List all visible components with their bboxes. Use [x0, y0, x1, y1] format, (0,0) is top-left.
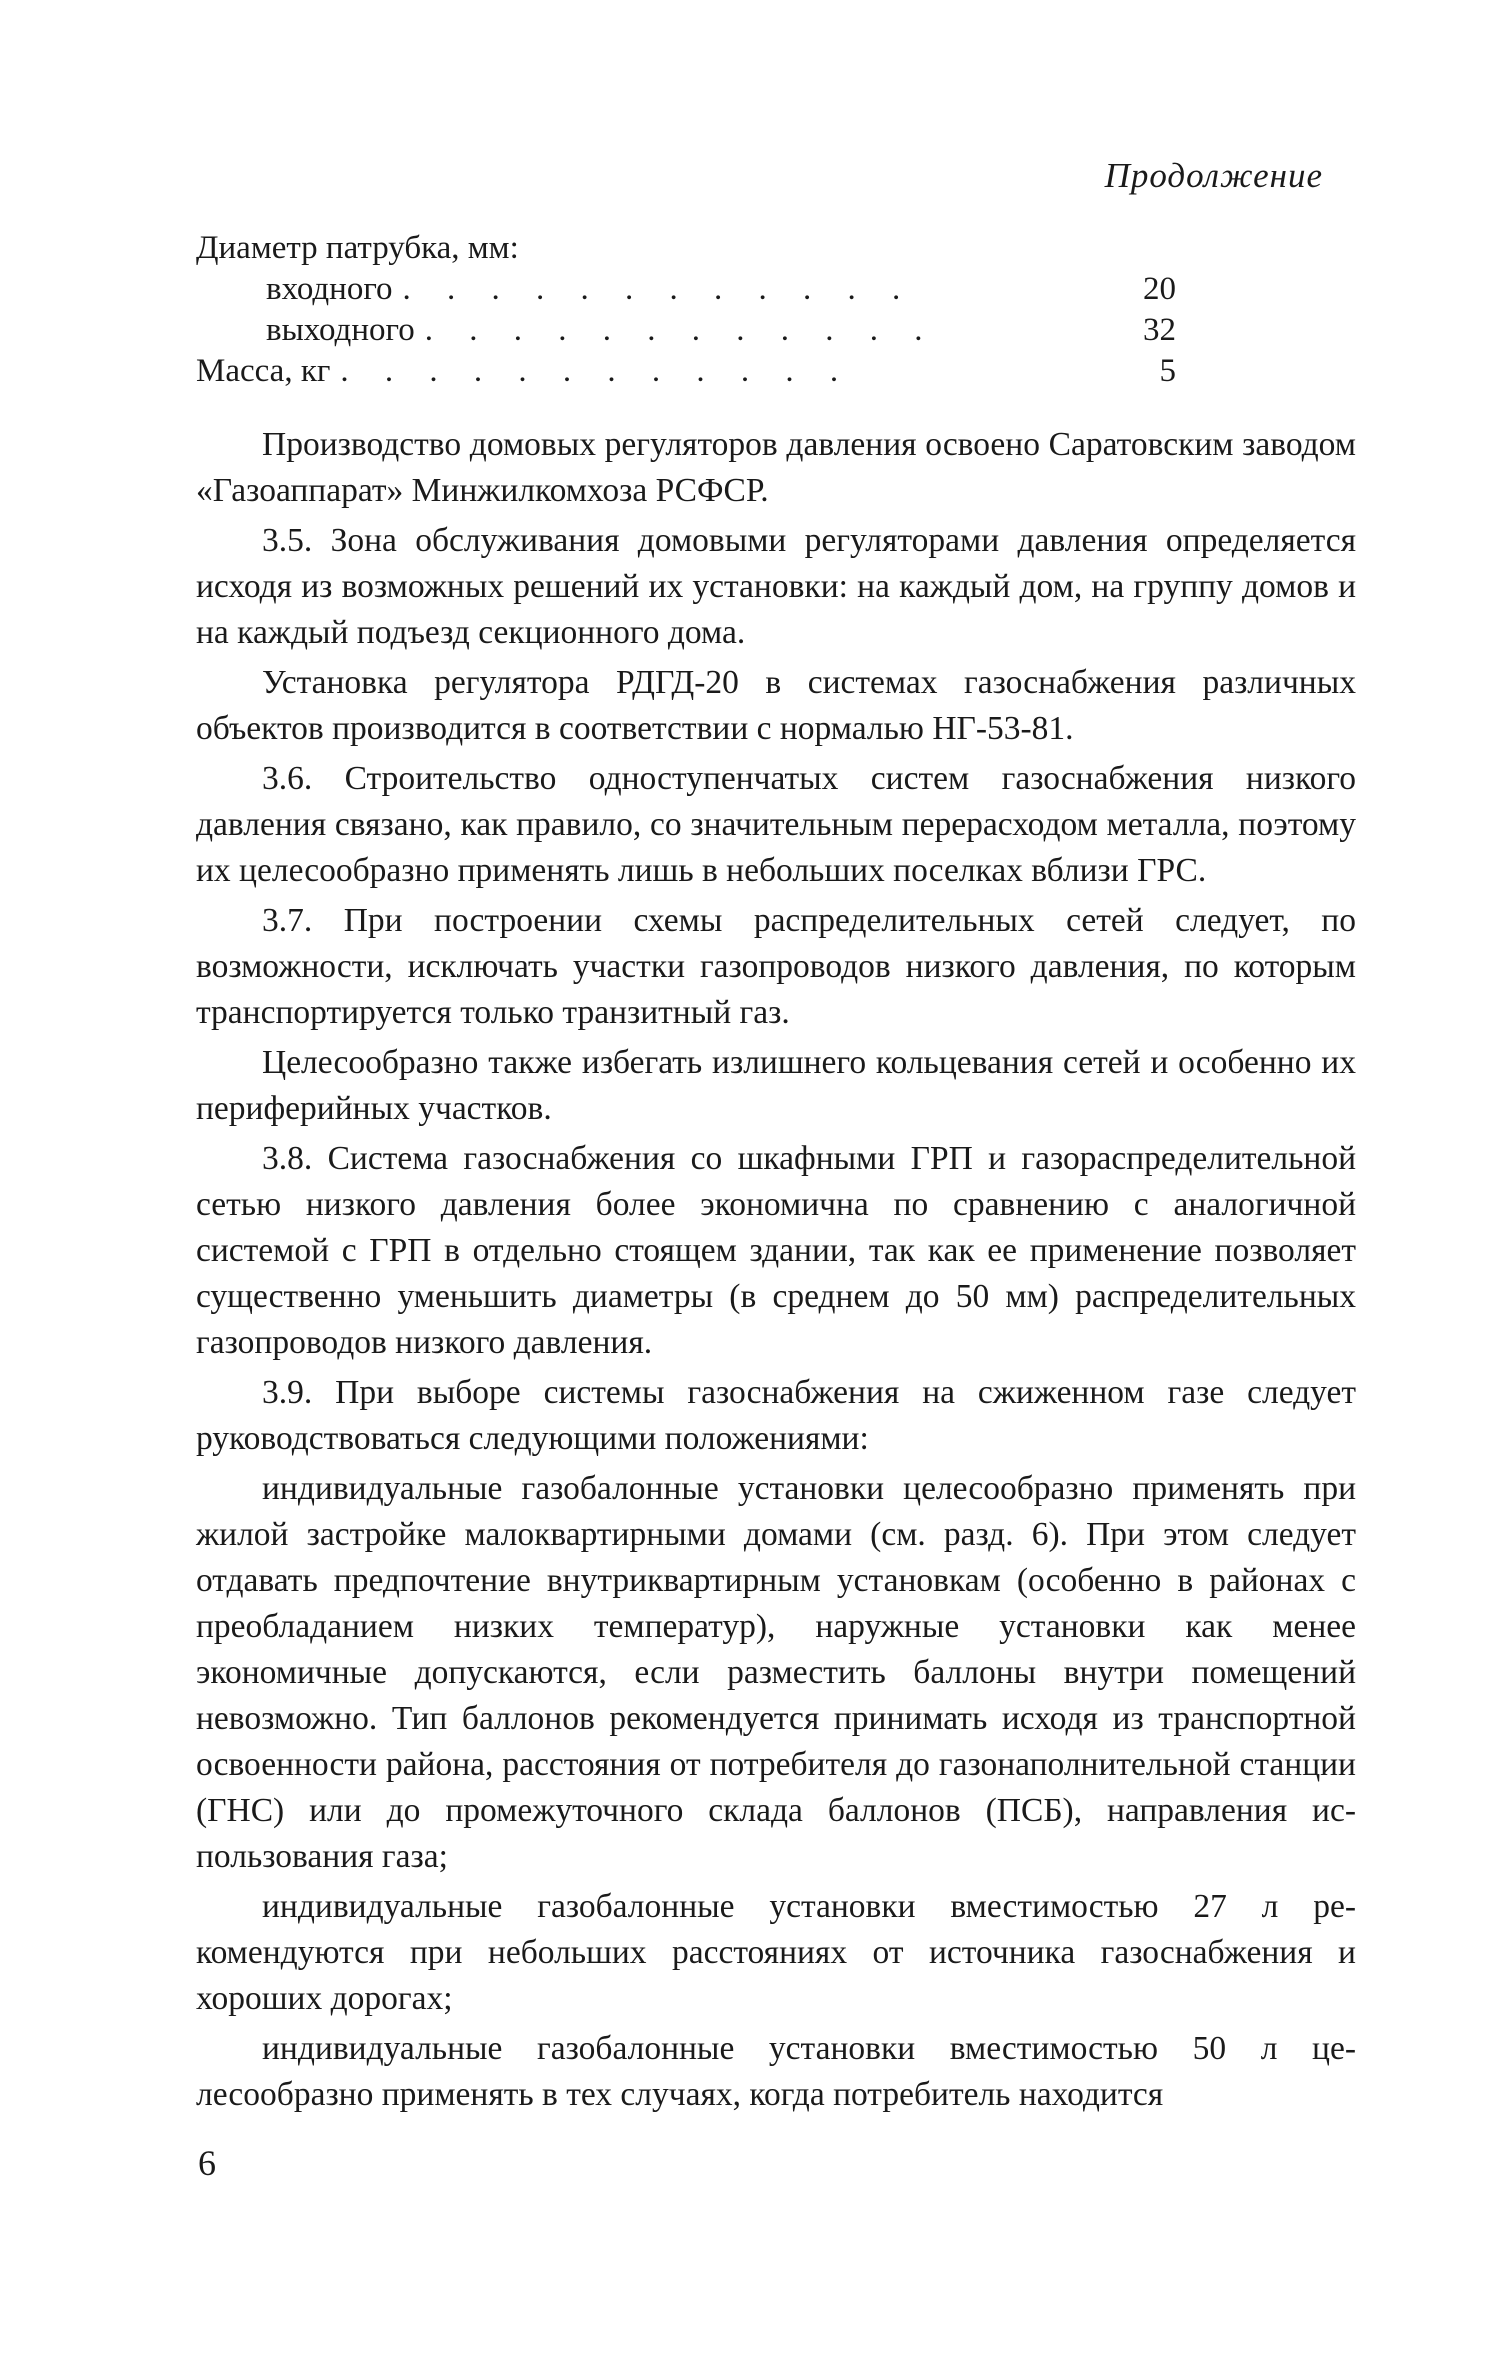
paragraph: Целесообразно также избегать излишнего кольцевания сетей и особенно их периферийных участков. [196, 1044, 1356, 1127]
leader-dots: . . . . . . . . . . . . [340, 353, 853, 389]
continuation-label: Продолжение [1104, 156, 1323, 195]
paragraph: 3.8. Система газоснабжения со шкафными ГРП и газораспределительной сетью низкого давления более экономична по сравнению с аналогичной системой с ГРП в отдельно стоящем здании, так как ее применение позволяет существенно уменьшить диаметры (в среднем до 50 мм) распределительных газопроводов низкого давления. [196, 1140, 1356, 1361]
spec-row [196, 269, 1176, 310]
paragraph: 3.7. При построении схемы распределительных сетей следует, по возможности, исключать участки газопроводов низкого давления, по которым транспортируется только транзитный газ. [196, 902, 1356, 1031]
spec-value: 5 [1159, 353, 1176, 389]
paragraph: 3.9. При выборе системы газоснабжения на сжиженном газе следует руководствоваться следующими положениями: [196, 1374, 1356, 1457]
paragraph: Производство домовых регуляторов давления освоено Саратовским заводом «Газоаппарат» Минжилкомхоза РСФСР. [196, 426, 1356, 509]
spec-value: 20 [1143, 271, 1176, 307]
spec-row [196, 310, 1176, 351]
paragraph: индивидуальные газобалонные установки целесообразно применять при жилой застройке малоквартирными домами (см. разд. 6). При этом следует отдавать предпочтение внутриквартирным установкам (особенно в районах с преобладанием низких температур), наружные установки как менее экономичные допускаются, если разместить баллоны внутри помещений невозможно. Тип баллонов рекомендуется принимать исходя из транспортной освоенности района, расстояния от потребителя до газонаполнительной станции (ГНС) или до промежуточного склада баллонов (ПСБ), направления использования газа; [196, 1470, 1356, 1875]
page-number: 6 [198, 2143, 216, 2183]
paragraph: индивидуальные газобалонные установки вместимостью 27 л рекомендуются при небольших расстояниях от источника газоснабжения и хороших дорогах; [196, 1888, 1356, 2017]
paragraph: 3.6. Строительство одноступенчатых систем газоснабжения низкого давления связано, как правило, со значительным перерасходом металла, поэтому их целесообразно применять лишь в небольших поселках вблизи ГРС. [196, 760, 1356, 889]
paragraph: Установка регулятора РДГД-20 в системах газоснабжения различных объектов производится в соответствии с нормалью НГ-53-81. [196, 664, 1356, 747]
spec-label: Масса, кг [196, 353, 331, 389]
spec-label: Диаметр патрубка, мм: [196, 230, 519, 266]
spec-label: входного [266, 271, 393, 307]
spec-table [196, 228, 1176, 392]
spec-value: 32 [1143, 312, 1176, 348]
leader-dots: . . . . . . . . . . . . [402, 271, 915, 307]
paragraph: 3.5. Зона обслуживания домовыми регуляторами давления определяется исходя из возможных решений их установки: на каждый дом, на группу домов и на каждый подъезд секционного дома. [196, 522, 1356, 651]
paragraph: индивидуальные газобалонные установки вместимостью 50 л целесообразно применять в тех случаях, когда потребитель находится [196, 2030, 1356, 2113]
leader-dots: . . . . . . . . . . . . [424, 312, 937, 348]
body-text [196, 422, 1356, 2122]
spec-row [196, 228, 1176, 269]
spec-label: выходного [266, 312, 415, 348]
spec-row [196, 351, 1176, 392]
